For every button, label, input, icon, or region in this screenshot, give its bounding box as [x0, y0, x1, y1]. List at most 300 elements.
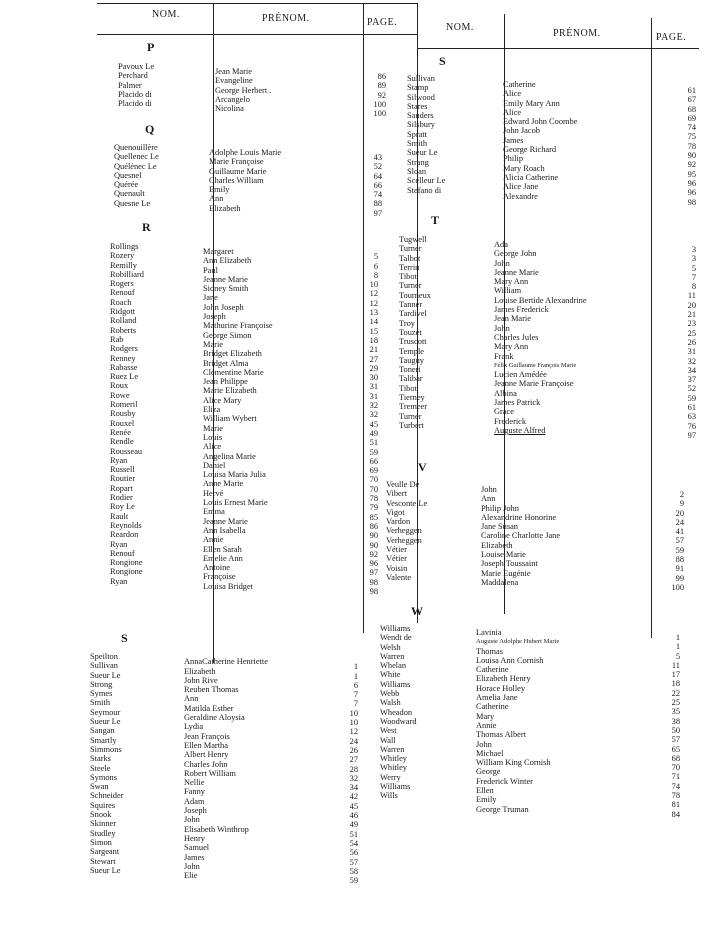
- page-cell: 59: [369, 447, 378, 457]
- nom-cell: Placido di: [118, 89, 152, 99]
- header-bottom-rule-left: [97, 34, 417, 35]
- nom-cell: Rozery: [110, 251, 135, 261]
- prenom-cell: Reuben Thomas: [184, 685, 239, 695]
- prenom-cell: Jean Marie: [494, 314, 531, 324]
- section-letter-s: S: [121, 631, 128, 645]
- nom-cell: Quellenec Le: [114, 152, 159, 162]
- prenom-cell: Elie: [184, 871, 198, 881]
- nom-cell: Silsbury: [407, 120, 435, 130]
- prenom-cell: Margaret: [203, 247, 234, 256]
- page-cell: 12: [369, 298, 378, 308]
- prenom-cell: Alice: [503, 89, 522, 99]
- prenom-cell: George Truman: [476, 804, 529, 814]
- prenom-cell: Bridget Elizabeth: [203, 349, 262, 359]
- prenom-cell: Mary Ann: [494, 277, 529, 287]
- page-cell: 51: [369, 438, 378, 448]
- nom-cell: Quenault: [114, 189, 145, 199]
- page-cell: 97: [687, 430, 696, 440]
- nom-cell: Wendt de: [380, 633, 412, 643]
- page-cell: 45: [369, 419, 378, 429]
- page-cell: 98: [369, 577, 378, 587]
- page-cell: 64: [373, 171, 382, 181]
- page-cell: 54: [349, 838, 358, 848]
- nom-cell: Troy: [399, 318, 415, 328]
- prenom-cell: Nellie: [184, 778, 205, 788]
- prenom-cell: Guillaume Marie: [209, 166, 267, 176]
- nom-cell: Perchard: [118, 71, 148, 81]
- nom-cell: Wills: [380, 791, 398, 801]
- page-cell: 90: [687, 151, 696, 161]
- nom-cell: Turner: [399, 281, 422, 291]
- page-cell: 78: [671, 791, 680, 801]
- nom-cell: Pavoux Le: [118, 62, 155, 71]
- prenom-cell: Louise Marie: [481, 550, 526, 560]
- prenom-cell: Mathurine Françoise: [203, 321, 273, 331]
- page-cell: 74: [671, 781, 680, 791]
- page-cell: 13: [369, 308, 378, 318]
- column-rule-5: [651, 18, 652, 638]
- page-cell: 70: [369, 484, 378, 494]
- nom-cell: Smith: [407, 139, 428, 149]
- nom-cell: Ruez Le: [110, 372, 139, 382]
- page-cell: 78: [687, 141, 696, 151]
- page-cell: 46: [349, 811, 358, 821]
- prenom-cell: Alice: [203, 442, 222, 452]
- nom-cell: Simon: [90, 837, 112, 847]
- section-letter-t: T: [431, 213, 440, 227]
- prenom-cell: James: [503, 135, 524, 145]
- nom-cell: Palmer: [118, 80, 142, 90]
- prenom-cell: Jean Marie: [215, 67, 252, 76]
- page-cell: 43: [373, 153, 382, 162]
- nom-cell: Turner: [399, 411, 422, 421]
- page-cell: 27: [369, 354, 378, 364]
- nom-cell: Reardon: [110, 530, 139, 540]
- prenom-cell: Frederick Winter: [476, 776, 533, 786]
- nom-cell: Talbot: [399, 253, 421, 263]
- page-cell: 17: [671, 670, 680, 680]
- page-cell: 78: [369, 494, 378, 504]
- page-cell: 61: [687, 403, 696, 413]
- nom-cell: Rousby: [110, 409, 136, 419]
- page-cell: 57: [675, 536, 684, 546]
- nom-cell: Warren: [380, 744, 405, 754]
- prenom-cell: Ann: [481, 494, 496, 504]
- page-cell: 56: [349, 848, 358, 858]
- nom-cell: Scelleur Le: [407, 176, 446, 186]
- section-letter-q: Q: [145, 122, 155, 136]
- page-cell: 68: [687, 104, 696, 114]
- prenom-cell: Françoise: [203, 572, 236, 582]
- prenom-cell: Catherine: [476, 665, 509, 675]
- nom-cell: Strang: [407, 157, 429, 167]
- page-cell: 71: [671, 772, 680, 782]
- page-cell: 14: [369, 317, 378, 327]
- page-cell: 88: [373, 199, 382, 209]
- prenom-cell: [184, 648, 268, 657]
- nom-cell: Rollings: [110, 242, 139, 251]
- page-cell: 32: [369, 401, 378, 411]
- prenom-cell: John: [184, 815, 200, 825]
- prenom-cell: Emily Mary Ann: [503, 98, 560, 108]
- prenom-cell: Jeanne Marie: [494, 267, 539, 277]
- page-cell: 2: [679, 490, 684, 499]
- page-cell: 85: [369, 512, 378, 522]
- nom-cell: Verheggen: [386, 526, 422, 536]
- nom-cell: Speilton: [90, 652, 118, 661]
- prenom-cell: John Rive: [184, 675, 218, 685]
- nom-cell: Ryan: [110, 576, 128, 586]
- nom-cell: Warren: [380, 651, 405, 661]
- prenom-cell: Louis Ernest Marie: [203, 498, 268, 508]
- page-cell: 79: [369, 503, 378, 513]
- page-cell: 63: [687, 412, 696, 422]
- page-cell: 8: [373, 270, 378, 280]
- section-letter-v: V: [418, 460, 427, 474]
- page-cell: 35: [671, 707, 680, 717]
- prenom-cell: Angelina Marie: [203, 451, 256, 461]
- page-cell: 96: [369, 559, 378, 569]
- prenom-cell: Ellen Sarah: [203, 544, 242, 554]
- page-cell: 31: [687, 347, 696, 357]
- nom-cell: Placido di: [118, 99, 152, 109]
- page-cell: 84: [671, 809, 680, 819]
- page-cell: 68: [671, 753, 680, 763]
- page-column: [670, 245, 696, 440]
- page-cell: 5: [373, 252, 378, 262]
- prenom-cell: William: [494, 286, 522, 296]
- page-cell: 59: [687, 393, 696, 403]
- section-letter-p: P: [147, 40, 155, 54]
- prenom-cell: Elisabeth Winthrop: [184, 824, 249, 834]
- prenom-cell: Marie Françoise: [209, 157, 264, 167]
- nom-cell: Romeril: [110, 400, 138, 410]
- page-cell: 92: [377, 90, 386, 100]
- page-cell: 15: [369, 326, 378, 336]
- prenom-cell: Hervé: [203, 488, 224, 498]
- nom-cell: Toneri: [399, 365, 421, 375]
- page-cell: 74: [373, 190, 382, 200]
- page-cell: 32: [369, 410, 378, 420]
- prenom-cell: Ada: [494, 240, 508, 249]
- prenom-cell: George: [476, 767, 501, 777]
- prenom-cell: James: [184, 852, 205, 862]
- prenom-column: [215, 67, 271, 113]
- prenom-cell: Philip: [503, 154, 524, 164]
- prenom-cell: Joseph: [203, 312, 226, 322]
- prenom-cell: Auguste Adolphe Hubert Marie: [476, 638, 560, 646]
- nom-cell: Renouf: [110, 288, 135, 298]
- nom-cell: Routier: [110, 474, 136, 484]
- page-cell: 81: [671, 800, 680, 810]
- nom-cell: Tibot: [399, 272, 417, 282]
- nom-column: [114, 143, 159, 208]
- prenom-cell: Michael: [476, 748, 504, 758]
- nom-cell: Sullivan: [90, 661, 118, 671]
- nom-cell: Tardivel: [399, 309, 427, 319]
- prenom-cell: Robert William: [184, 768, 236, 778]
- page-cell: 21: [369, 345, 378, 355]
- nom-cell: Squires: [90, 800, 116, 810]
- page-cell: 1: [353, 671, 358, 681]
- nom-cell: Tauguy: [399, 355, 424, 365]
- nom-cell: Webb: [380, 689, 400, 699]
- page-column: [650, 633, 680, 819]
- page-cell: 70: [369, 475, 378, 485]
- nom-cell: Skinner: [90, 819, 117, 829]
- nom-cell: Remilly: [110, 260, 137, 270]
- prenom-cell: Catherine: [503, 80, 536, 89]
- prenom-cell: Evangeline: [215, 76, 253, 86]
- nom-cell: Simmons: [90, 744, 122, 754]
- prenom-cell: Ann Elizabeth: [203, 256, 252, 266]
- nom-cell: Spratt: [407, 129, 428, 139]
- prenom-cell: Mary: [476, 711, 495, 721]
- page-cell: 8: [691, 282, 696, 292]
- page-cell: 5: [691, 263, 696, 273]
- page-cell: 88: [675, 555, 684, 565]
- page-cell: 58: [349, 866, 358, 876]
- page-cell: 97: [369, 568, 378, 578]
- nom-cell: Schneider: [90, 791, 124, 801]
- prenom-cell: Jean François: [184, 731, 230, 741]
- nom-cell: Sueur Le: [90, 865, 121, 875]
- nom-cell: Rabasse: [110, 362, 138, 372]
- page-cell: 21: [687, 310, 696, 320]
- nom-cell: West: [380, 726, 397, 736]
- nom-cell: Symons: [90, 772, 117, 782]
- nom-cell: Rowe: [110, 390, 130, 400]
- page-cell: 57: [671, 735, 680, 745]
- nom-cell: White: [380, 670, 401, 680]
- page-cell: 3: [691, 254, 696, 264]
- page-cell: 25: [687, 328, 696, 338]
- section-letter-r: R: [142, 220, 151, 234]
- nom-column: [386, 480, 427, 582]
- prenom-cell: Elizabeth Henry: [476, 674, 531, 684]
- nom-cell: Snook: [90, 810, 112, 820]
- nom-cell: Strong: [90, 679, 113, 689]
- nom-cell: Rodgers: [110, 344, 138, 354]
- nom-cell: Tourneux: [399, 290, 431, 300]
- page-cell: 6: [353, 680, 358, 690]
- nom-cell: Stares: [407, 101, 428, 111]
- page-cell: 27: [349, 755, 358, 765]
- page-cell: 41: [675, 527, 684, 537]
- nom-cell: Whitley: [380, 754, 407, 764]
- prenom-cell: Amelia Jane: [476, 693, 518, 703]
- page-cell: 75: [687, 132, 696, 142]
- page-cell: 34: [349, 783, 358, 793]
- nom-cell: Williams: [380, 624, 411, 633]
- page-cell: 11: [687, 291, 696, 301]
- prenom-column: [203, 247, 273, 591]
- nom-cell: Turner: [399, 244, 422, 254]
- header-bottom-rule-right: [417, 48, 699, 49]
- nom-column: [380, 624, 417, 801]
- page-cell: 9: [679, 499, 684, 509]
- page-cell: 66: [373, 180, 382, 190]
- page-cell: 22: [671, 688, 680, 698]
- prenom-cell: Arcangelo: [215, 94, 250, 104]
- page-cell: 37: [687, 375, 696, 385]
- prenom-cell: Louis: [203, 432, 223, 442]
- prenom-cell: John Jacob: [503, 126, 540, 136]
- prenom-cell: Philip John: [481, 503, 519, 513]
- page-cell: 30: [369, 373, 378, 383]
- prenom-cell: Geraldine Aloysia: [184, 713, 245, 723]
- prenom-cell: Elizabeth: [184, 666, 216, 676]
- nom-cell: Reynolds: [110, 520, 142, 530]
- page-cell: 24: [349, 736, 358, 746]
- page-cell: 34: [687, 365, 696, 375]
- page-cell: 49: [349, 820, 358, 830]
- nom-cell: Rodier: [110, 493, 133, 503]
- prenom-cell: Jane: [203, 293, 218, 303]
- prenom-cell: Sidney Smith: [203, 284, 249, 294]
- prenom-cell: Alice Mary: [203, 395, 242, 405]
- prenom-cell: Alicia Catherine: [503, 172, 559, 182]
- nom-cell: Renée: [110, 427, 131, 437]
- header-nom-left: NOM.: [152, 9, 180, 20]
- page-cell: 98: [369, 586, 378, 596]
- nom-cell: Sangan: [90, 726, 115, 736]
- page-cell: 92: [687, 160, 696, 170]
- prenom-cell: Nicolina: [215, 104, 244, 114]
- prenom-cell: John: [494, 258, 510, 268]
- page-cell: 1: [675, 642, 680, 652]
- page-cell: 31: [369, 382, 378, 392]
- nom-cell: Turbert: [399, 420, 424, 430]
- page-cell: 76: [687, 421, 696, 431]
- prenom-cell: Jeanne Marie: [203, 516, 248, 526]
- prenom-cell: William Wybert: [203, 414, 257, 424]
- prenom-cell: Frederick: [494, 416, 527, 426]
- prenom-cell: George John: [494, 249, 537, 259]
- nom-cell: Ridgott: [110, 307, 136, 317]
- page-cell: 70: [671, 763, 680, 773]
- prenom-cell: Albina: [494, 388, 517, 398]
- nom-cell: Sueur Le: [90, 717, 121, 727]
- prenom-cell: Louisa Ann Cornish: [476, 655, 544, 665]
- prenom-cell: William King Cornish: [476, 758, 551, 768]
- prenom-cell: Ellen Martha: [184, 740, 228, 750]
- nom-cell: Ryan: [110, 539, 128, 549]
- prenom-column: [476, 628, 559, 814]
- page-cell: 1: [675, 633, 680, 642]
- nom-cell: Vesconte Le: [386, 498, 428, 508]
- prenom-cell: James Frederick: [494, 305, 549, 315]
- page-cell: 92: [369, 549, 378, 559]
- prenom-cell: Bridget Alma: [203, 358, 249, 368]
- page-cell: 23: [687, 319, 696, 329]
- prenom-cell: Auguste Alfred: [494, 425, 546, 435]
- nom-cell: Vardon: [386, 517, 411, 527]
- prenom-cell: Mary Roach: [503, 163, 545, 173]
- prenom-cell: Félix Guillaume François Marie: [494, 361, 577, 369]
- nom-cell: Wheadon: [380, 707, 413, 717]
- nom-cell: Sargeant: [90, 847, 120, 857]
- prenom-column: [481, 485, 560, 587]
- page-cell: 10: [369, 280, 378, 290]
- prenom-cell: Emily: [209, 185, 230, 195]
- page-cell: 32: [349, 773, 358, 783]
- nom-cell: Rouxel: [110, 418, 135, 428]
- nom-cell: Tremeer: [399, 402, 428, 412]
- nom-cell: Seymour: [90, 707, 121, 717]
- prenom-cell: George Herbert .: [215, 85, 272, 95]
- nom-cell: Rault: [110, 511, 129, 521]
- prenom-cell: Horace Holley: [476, 683, 526, 693]
- page-cell: 45: [349, 801, 358, 811]
- prenom-cell: Fanny: [184, 787, 205, 797]
- nom-cell: Vétier: [386, 554, 407, 564]
- prenom-cell: Emma: [203, 507, 225, 517]
- prenom-cell: Charles John: [184, 759, 228, 769]
- nom-cell: Temple: [399, 346, 424, 356]
- page-cell: 86: [377, 72, 386, 81]
- prenom-cell: Marie: [203, 423, 223, 433]
- page-cell: 52: [687, 384, 696, 394]
- nom-cell: Verheggen: [386, 535, 422, 545]
- nom-cell: Terrin: [399, 262, 420, 272]
- prenom-cell: Charles William: [209, 175, 264, 185]
- page-cell: 7: [691, 272, 696, 282]
- nom-cell: Symes: [90, 689, 113, 699]
- nom-column: [118, 62, 154, 108]
- prenom-cell: Jeanne Marie Françoise: [494, 379, 574, 389]
- nom-cell: Voisin: [386, 563, 408, 573]
- nom-cell: Rendle: [110, 437, 134, 447]
- page-cell: 67: [687, 95, 696, 105]
- page-cell: 100: [373, 99, 386, 109]
- nom-cell: Studley: [90, 828, 116, 838]
- nom-cell: Woodward: [380, 716, 417, 726]
- nom-cell: Stamp: [407, 83, 429, 93]
- page-cell: 5: [675, 651, 680, 661]
- prenom-cell: Emelie Ann: [203, 553, 243, 563]
- prenom-cell: Marie Eugénie: [481, 568, 531, 578]
- page-cell: 28: [349, 764, 358, 774]
- page-cell: 100: [671, 582, 684, 592]
- prenom-cell: Alice: [503, 107, 522, 117]
- prenom-column: [494, 240, 587, 435]
- prenom-cell: Lavinia: [476, 628, 502, 637]
- nom-cell: Robilliard: [110, 269, 144, 279]
- prenom-cell: Adolphe Louis Marie: [209, 148, 282, 157]
- prenom-cell: Grace: [494, 407, 514, 417]
- page-cell: 69: [687, 113, 696, 123]
- nom-cell: Quérée: [114, 180, 139, 190]
- prenom-cell: John: [476, 739, 492, 749]
- prenom-cell: Daniel: [203, 460, 226, 470]
- page-cell: 26: [687, 337, 696, 347]
- prenom-cell: Marie: [203, 339, 223, 349]
- prenom-cell: Charles Jules: [494, 332, 539, 342]
- nom-column: [110, 242, 144, 586]
- page-cell: 86: [369, 521, 378, 531]
- page-cell: 49: [369, 428, 378, 438]
- page-cell: 38: [671, 716, 680, 726]
- page-column: [348, 243, 378, 596]
- prenom-cell: Henry: [184, 833, 205, 843]
- prenom-cell: Alexandre: [503, 191, 538, 201]
- nom-cell: Smartly: [90, 735, 117, 745]
- nom-cell: Sullivan: [407, 74, 435, 83]
- nom-cell: Wall: [380, 735, 396, 745]
- page-cell: 1: [353, 662, 358, 672]
- prenom-column: [503, 80, 577, 201]
